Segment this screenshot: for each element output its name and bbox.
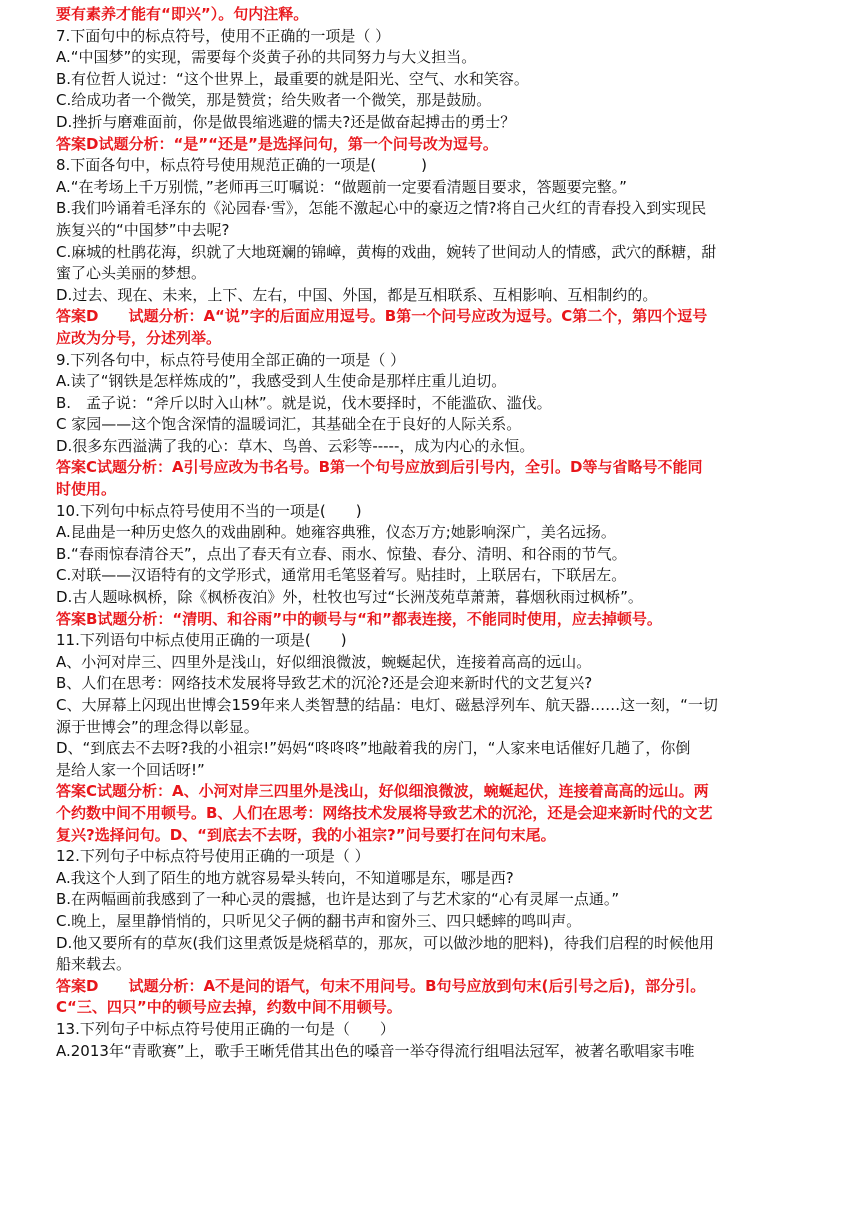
question-line: D.古人题咏枫桥，除《枫桥夜泊》外，杜牧也写过“长洲茂苑草萧萧，暮烟秋雨过枫桥”。: [56, 588, 643, 607]
question-line: B、人们在思考：网络技术发展将导致艺术的沉沦?还是会迎来新时代的文艺复兴?: [56, 674, 593, 693]
question-line: A.读了“钢铁是怎样炼成的”，我感受到人生使命是那样庄重儿迫切。: [56, 372, 507, 391]
question-line: 12.下列句子中标点符号使用正确的一项是（ ）: [56, 847, 370, 866]
answer-line: 个约数中间不用顿号。B、人们在思考：网络技术发展将导致艺术的沉沦，还是会迎来新时代的文艺: [56, 803, 713, 822]
question-line: C.对联——汉语特有的文学形式，通常用毛笔竖着写。贴挂时，上联居右，下联居左。: [56, 566, 627, 585]
question-line: 11.下列语句中标点使用正确的一项是( ): [56, 631, 347, 650]
answer-line: 答案C试题分析：A、小河对岸三四里外是浅山，好似细浪微波，蜿蜒起伏，连接着高高的远山。两: [56, 782, 709, 801]
answer-line: 应改为分号，分述列举。: [56, 328, 222, 347]
question-line: 7.下面句中的标点符号，使用不正确的一项是（ ）: [56, 26, 391, 45]
answer-line: C“三、四只”中的顿号应去掉，约数中间不用顿号。: [56, 998, 402, 1017]
question-line: C.晚上，屋里静悄悄的，只听见父子俩的翻书声和窗外三、四只蟋蟀的鸣叫声。: [56, 911, 582, 930]
question-line: A.2013年“青歌赛”上，歌手王晰凭借其出色的嗓音一举夺得流行组唱法冠军，被著名歌唱家韦唯: [56, 1041, 695, 1060]
question-line: D.过去、现在、未来，上下、左右，中国、外国，都是互相联系、互相影响、互相制约的。: [56, 285, 658, 304]
question-line: A.“在考场上千万别慌，”老师再三叮嘱说：“做题前一定要看清题目要求，答题要完整。”: [56, 177, 627, 196]
question-line: D.他又要所有的草灰(我们这里煮饭是烧稻草的，那灰，可以做沙地的肥料)，待我们启程的时候他用: [56, 933, 715, 952]
question-line: 9.下列各句中，标点符号使用全部正确的一项是（ ）: [56, 350, 406, 369]
answer-line: 时使用。: [56, 480, 117, 499]
question-line: D.挫折与磨难面前，你是做畏缩逃避的懦夫?还是做奋起搏击的勇士？: [56, 112, 516, 131]
question-line: B.有位哲人说过：“这个世界上，最重要的就是阳光、空气、水和笑容。: [56, 69, 529, 88]
question-line: C.给成功者一个微笑，那是赞赏；给失败者一个微笑，那是鼓励。: [56, 91, 492, 110]
question-line: D.很多东西溢满了我的心：草木、鸟兽、云彩等-----，成为内心的永恒。: [56, 436, 535, 455]
question-line: A、小河对岸三、四里外是浅山，好似细浪微波，蜿蜒起伏，连接着高高的远山。: [56, 652, 592, 671]
answer-line: 答案D试题分析：“是”“还是”是选择问句，第一个问号改为逗号。: [56, 134, 498, 153]
question-line: A.“中国梦”的实现，需要每个炎黄子孙的共同努力与大义担当。: [56, 48, 477, 67]
question-line: C、大屏幕上闪现出世博会159年来人类智慧的结晶：电灯、磁悬浮列车、航天器……这一刻，“一切: [56, 696, 718, 714]
question-line: B.“春雨惊春清谷天”，点出了春天有立春、雨水、惊蛰、春分、清明、和谷雨的节气。: [56, 544, 627, 563]
answer-line: 要有素养才能有“即兴”）。句内注释。: [56, 5, 309, 23]
question-line: B. 孟子说：“斧斤以时入山林”。就是说，伐木要择时，不能滥砍、滥伐。: [56, 393, 552, 412]
question-line: 8.下面各句中，标点符号使用规范正确的一项是( ): [56, 156, 428, 175]
question-line: 族复兴的“中国梦”中去呢?: [56, 220, 230, 239]
question-line: 源于世博会”的理念得以彰显。: [56, 717, 259, 736]
question-line: C.麻城的杜鹃花海，织就了大地斑斓的锦嶂，黄梅的戏曲，婉转了世间动人的情感，武穴的酥糖，甜: [56, 242, 717, 261]
question-line: B.在两幅画前我感到了一种心灵的震撼，也许是达到了与艺术家的“心有灵犀一点通。”: [56, 890, 620, 909]
answer-line: 答案B试题分析：“清明、和谷雨”中的顿号与“和”都表连接，不能同时使用，应去掉顿号。: [56, 609, 662, 628]
answer-line: 答案C试题分析：A引号应改为书名号。B第一个句号应放到后引号内，全引。D等与省略号不能同: [56, 458, 703, 477]
question-line: 蜜了心头美丽的梦想。: [56, 264, 207, 283]
question-line: D、“到底去不去呀?我的小祖宗!”妈妈“咚咚咚”地敲着我的房门，“人家来电话催好几趟了，你倒: [56, 739, 691, 758]
question-line: B.我们吟诵着毛泽东的《沁园春·雪》，怎能不激起心中的豪迈之情?将自己火红的青春投入到实现民: [56, 199, 707, 218]
question-line: 船来载去。: [56, 955, 132, 974]
question-line: 13.下列句子中标点符号使用正确的一句是（ ）: [56, 1019, 395, 1038]
answer-line: 答案D 试题分析：A不是问的语气，句末不用问号。B句号应放到句末(后引号之后)，部分引。: [56, 976, 706, 995]
question-line: C 家园——这个饱含深情的温暖词汇，其基础全在于良好的人际关系。: [56, 415, 522, 434]
question-line: A.我这个人到了陌生的地方就容易晕头转向，不知道哪是东，哪是西?: [56, 868, 514, 887]
answer-line: 答案D 试题分析：A“说”字的后面应用逗号。B第一个问号应改为逗号。C第二个，第四个逗号: [56, 307, 708, 326]
question-line: 10.下列句中标点符号使用不当的一项是( ): [56, 501, 362, 520]
question-line: A.昆曲是一种历史悠久的戏曲剧种。她雍容典雅，仪态万方;她影响深广，美名远扬。: [56, 523, 616, 542]
answer-line: 复兴?选择问句。D、“到底去不去呀，我的小祖宗?”问号要打在问句末尾。: [56, 825, 556, 844]
question-line: 是给人家一个回话呀!”: [56, 760, 205, 779]
